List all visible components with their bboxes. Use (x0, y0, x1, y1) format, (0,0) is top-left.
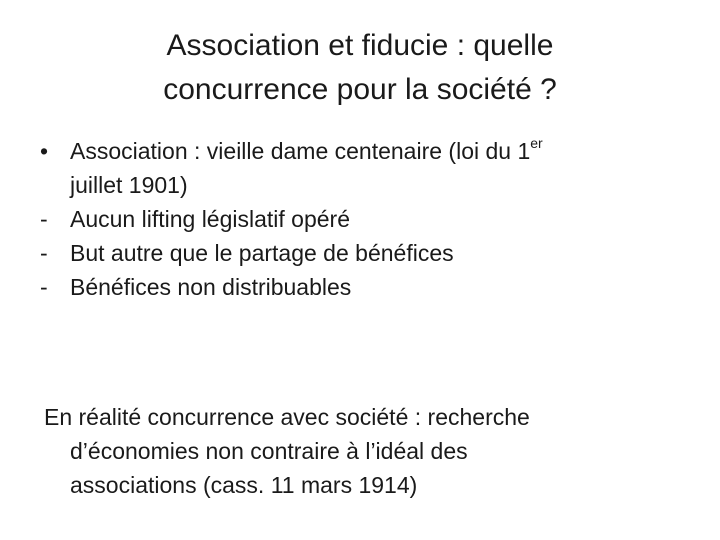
sub-item-text: But autre que le partage de bénéfices (70, 240, 454, 266)
sub-item-benefices (20, 270, 710, 304)
sub-item-text: Bénéfices non distribuables (70, 274, 352, 300)
conclusion-line-1: En réalité concurrence avec société : recherche (44, 404, 530, 430)
bullet-text-main: Association : vieille dame centenaire (loi du 1 (70, 138, 531, 164)
sub-item-lifting (20, 202, 710, 236)
bullet-item-association (20, 134, 710, 202)
bullet-text-continuation: juillet 1901) (70, 172, 188, 198)
sub-item-but (20, 236, 710, 270)
slide-title (60, 24, 660, 112)
conclusion-paragraph (44, 400, 684, 502)
bullet-list (20, 134, 710, 304)
dash-marker: - (40, 206, 48, 232)
ordinal-superscript: er (530, 135, 543, 151)
dash-marker: - (40, 240, 48, 266)
bullet-marker: • (40, 138, 49, 164)
dash-marker: - (40, 274, 48, 300)
bullet-text (70, 135, 543, 164)
title-line-1: Association et fiducie : quelle (166, 29, 554, 62)
conclusion-line-3: associations (cass. 11 mars 1914) (70, 472, 418, 498)
title-line-2: concurrence pour la société ? (163, 73, 557, 106)
conclusion-line-2: d’économies non contraire à l’idéal des (70, 438, 468, 464)
sub-item-text: Aucun lifting législatif opéré (70, 206, 350, 232)
